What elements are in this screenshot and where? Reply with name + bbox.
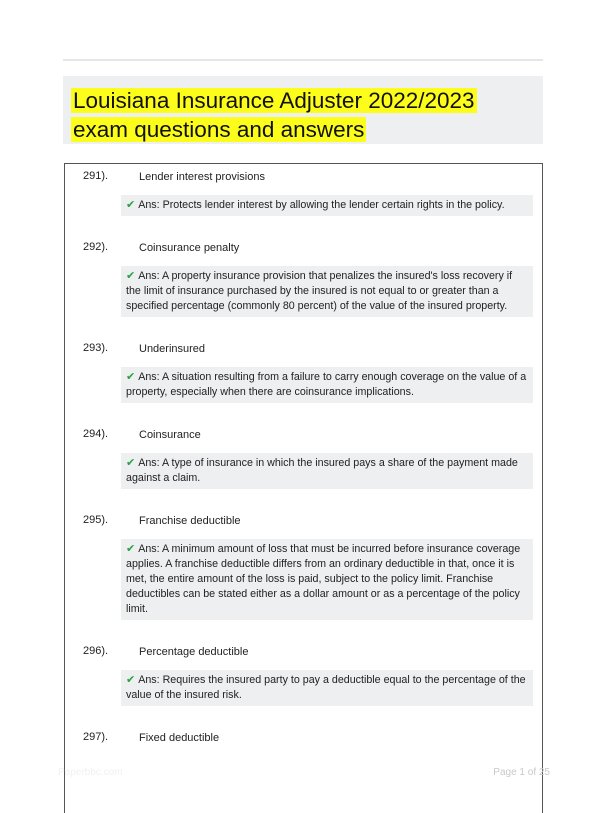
answer-box [121,539,533,620]
qa-item [65,645,542,706]
question-text: Coinsurance penalty [139,242,240,254]
question-number: 291). [83,170,109,182]
question-number: 295). [83,514,109,526]
question-row [65,428,542,445]
check-icon: ✔ [126,543,136,555]
qa-item [65,428,542,489]
answer-text: Ans: A property insurance provision that penalizes the insured's loss recovery if the limit of insurance purchased by the insured is not equal to or greater than a specified percentage (commonly 80 percent) of the value of the insured property. [126,270,513,312]
footer-site: Paperbbc.com [58,767,123,778]
answer-text: Ans: Requires the insured party to pay a deductible equal to the percentage of the value of the insured risk. [126,674,526,701]
question-number: 297). [83,731,109,743]
check-icon: ✔ [126,371,136,383]
question-text: Fixed deductible [139,732,220,744]
answer-box [121,195,533,216]
question-row [65,342,542,359]
answer-box [121,266,533,317]
question-row [65,731,542,748]
question-number: 294). [83,428,109,440]
answer-box [121,670,533,706]
answer-text: Ans: A minimum amount of loss that must be incurred before insurance coverage applies. A franchise deductible differs from an ordinary deductible in that, once it is met, the entire amount of the loss is paid, subject to the policy limit. Franchise deductibles can be stated either as a dollar amount or as a percentage of the policy limit. [126,543,521,615]
question-number: 296). [83,645,109,657]
question-text: Lender interest provisions [139,171,265,183]
top-divider [63,59,543,61]
answer-text: Ans: A type of insurance in which the insured pays a share of the payment made against a claim. [126,457,518,484]
question-text: Franchise deductible [139,515,241,527]
qa-item [65,342,542,403]
document-title: Louisiana Insurance Adjuster 2022/2023 exam questions and answers [73,88,475,142]
question-row [65,170,542,187]
question-text: Coinsurance [139,429,201,441]
answer-box [121,367,533,403]
question-row [65,241,542,258]
qa-item [65,241,542,317]
question-number: 292). [83,241,109,253]
qa-item [65,514,542,620]
question-text: Underinsured [139,343,206,355]
check-icon: ✔ [126,674,136,686]
check-icon: ✔ [126,457,136,469]
check-icon: ✔ [126,270,136,282]
qa-list [64,163,543,813]
title-banner [63,76,543,144]
check-icon: ✔ [126,199,136,211]
answer-text: Ans: Protects lender interest by allowing the lender certain rights in the policy. [138,199,505,211]
question-number: 293). [83,342,109,354]
page-indicator: Page 1 of 25 [493,767,550,778]
answer-box [121,453,533,489]
question-row [65,514,542,531]
question-row [65,645,542,662]
answer-text: Ans: A situation resulting from a failure to carry enough coverage on the value of a property, especially when there are coinsurance implications. [126,371,527,398]
qa-item [65,170,542,216]
qa-item [65,731,542,748]
question-text: Percentage deductible [139,646,249,658]
